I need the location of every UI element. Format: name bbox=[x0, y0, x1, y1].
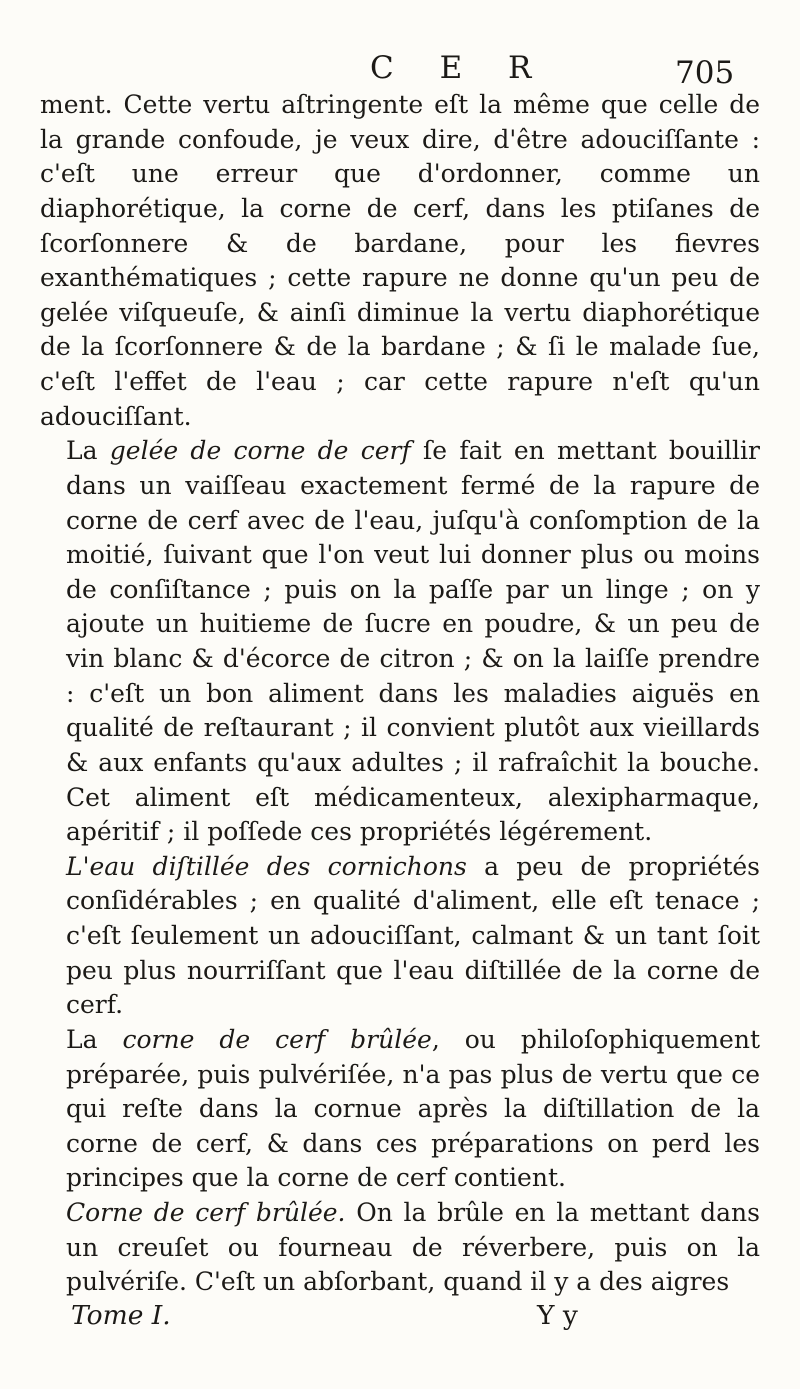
running-head: C E R bbox=[370, 50, 550, 86]
paragraph-1 bbox=[40, 88, 760, 434]
paragraph-4-text: , ou philoſophiquement préparée, puis pulvériſée, n'a pas plus de vertu que ce qui reſte dans la cornue après la diſtillation de la corne de cerf, & dans ces préparations on perd les principes que la corne de cerf contient. bbox=[66, 1024, 760, 1193]
paragraph-2-italic: gelée de corne de cerf bbox=[109, 436, 411, 466]
paragraph-3 bbox=[40, 850, 760, 1023]
paragraph-2-lead: La bbox=[66, 436, 110, 466]
paragraph-4-lead: La bbox=[66, 1024, 123, 1054]
paragraph-4 bbox=[40, 1023, 760, 1196]
paragraph-3-italic: L'eau diſtillée des cornichons bbox=[66, 851, 467, 881]
paragraph-5-italic: Corne de cerf brûlée. bbox=[66, 1198, 346, 1227]
paragraph-5-text: On la brûle en la mettant dans un creuſet ou fourneau de réverbere, puis on la pulvériſe. C'eſt un abſorbant, quand il y a des aigres bbox=[66, 1198, 760, 1297]
page-footer bbox=[40, 1300, 760, 1340]
paragraph-5 bbox=[40, 1196, 760, 1300]
volume-label: Tome I. bbox=[71, 1299, 171, 1331]
page-number: 705 bbox=[675, 55, 735, 91]
paragraph-4-italic: corne de cerf brûlée bbox=[122, 1024, 432, 1054]
paragraph-3-text: a peu de propriétés conſidérables ; en qualité d'aliment, elle eſt tenace ; c'eſt ſeulement un adouciſſant, calmant & un tant ſoit peu plus nourriſſant que l'eau diſtillée de la corne de cerf. bbox=[66, 851, 760, 1020]
body-text bbox=[40, 88, 760, 1300]
paragraph-1-text: ment. Cette vertu aſtringente eſt la même que celle de la grande confoude, je veux dire, d'être adouciſſante : c'eſt une erreur que d'ordonner, comme un diaphorétique, la corne de cerf, dans les ptiſanes de ſcorſonnere & de bardane, pour les fievres exanthématiques ; cette rapure ne donne qu'un peu de gelée viſqueuſe, & ainſi diminue la vertu diaphorétique de la ſcorſonnere & de la bardane ; & ſi le malade ſue, c'eſt l'effet de l'eau ; car cette rapure n'eſt qu'un adouciſſant. bbox=[40, 90, 760, 431]
paragraph-2 bbox=[40, 434, 760, 850]
signature-mark: Y y bbox=[537, 1299, 578, 1331]
paragraph-2-text: ſe fait en mettant bouillir dans un vaiſſeau exactement fermé de la rapure de corne de cerf avec de l'eau, juſqu'à conſomption de la moitié, ſuivant que l'on veut lui donner plus ou moins de conſiſtance ; puis on la paſſe par un linge ; on y ajoute un huitieme de ſucre en poudre, & un peu de vin blanc & d'écorce de citron ; & on la laiſſe prendre : c'eſt un bon aliment dans les maladies aiguës en qualité de reſtaurant ; il convient plutôt aux vieillards & aux enfants qu'aux adultes ; il rafraîchit la bouche. Cet aliment eſt médicamenteux, alexipharmaque, apéritif ; il poſſede ces propriétés légérement. bbox=[66, 436, 760, 847]
page-header bbox=[40, 40, 760, 91]
